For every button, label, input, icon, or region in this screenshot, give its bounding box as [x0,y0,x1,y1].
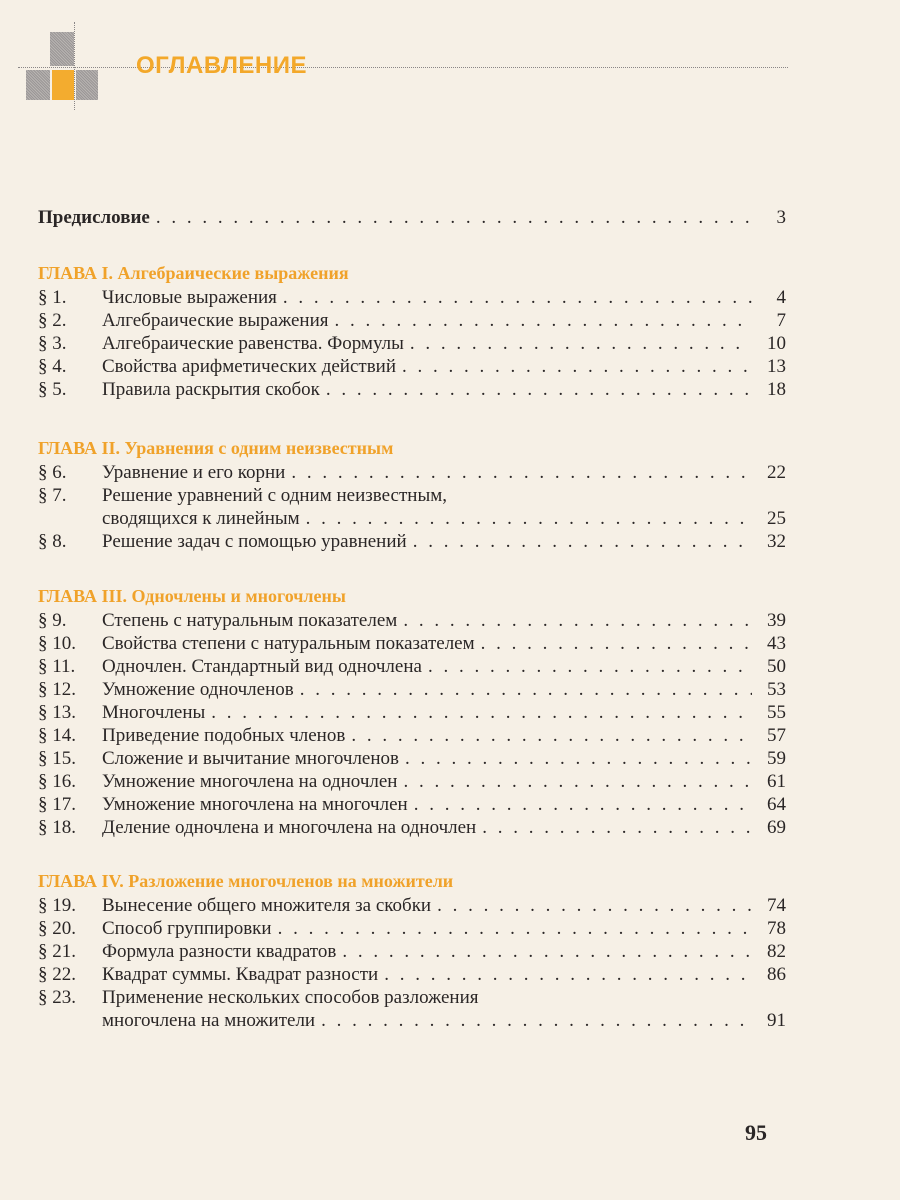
toc-entry-title-cont: сводящихся к линейным [102,508,300,529]
dot-leader [291,461,752,484]
dot-leader [481,632,752,655]
toc-entry-continuation[interactable] [38,1009,786,1032]
toc-entry-number: § 10. [38,633,76,654]
toc-chapter [38,435,786,553]
toc-entry-number: § 19. [38,895,76,916]
toc-entry-number: § 13. [38,702,76,723]
toc-entry[interactable] [38,655,786,678]
toc-entry[interactable] [38,309,786,332]
dot-leader [334,309,752,332]
toc-entry[interactable] [38,461,786,484]
header-decor-gray-square [50,32,74,66]
toc-entry-page: 64 [767,794,786,815]
header-decor-gray-square [76,70,98,100]
toc-entry-title: Правила раскрытия скобок [102,379,320,400]
toc-entry-page: 69 [767,817,786,838]
toc-entry-page: 13 [767,356,786,377]
toc-entry-title: Алгебраические выражения [102,310,329,331]
toc-entry-title: Способ группировки [102,918,272,939]
header-dotted-rule-vertical [74,22,75,110]
toc-entry-page: 61 [767,771,786,792]
toc-entry-number: § 12. [38,679,76,700]
toc-entry[interactable] [38,963,786,986]
toc-entry[interactable] [38,793,786,816]
dot-leader [482,816,752,839]
toc-entry-title: Одночлен. Стандартный вид одночлена [102,656,422,677]
toc-entry[interactable] [38,206,786,229]
toc-entry-title: Умножение одночленов [102,679,294,700]
toc-entry-page: 43 [767,633,786,654]
page-number: 95 [745,1120,767,1145]
dot-leader [410,332,752,355]
toc-entry-page: 55 [767,702,786,723]
toc-entry[interactable] [38,917,786,940]
dot-leader [156,206,752,229]
dot-leader [211,701,752,724]
toc-entry[interactable] [38,986,786,1009]
toc-entry[interactable] [38,894,786,917]
toc-entry[interactable] [38,355,786,378]
toc-entry[interactable] [38,701,786,724]
toc-entry-page: 10 [767,333,786,354]
toc-entry-title: Многочлены [102,702,206,723]
toc-entry-page: 53 [767,679,786,700]
toc-preface [38,206,786,229]
toc-chapter [38,260,786,401]
toc-entry-number: § 2. [38,310,67,331]
dot-leader [342,940,752,963]
toc-entry-title: Квадрат суммы. Квадрат разности [102,964,379,985]
toc-entry-page: 39 [767,610,786,631]
toc-entry-number: § 15. [38,748,76,769]
toc-chapter [38,868,786,1032]
toc-entry-title: Алгебраические равенства. Формулы [102,333,404,354]
toc-entry-number: § 16. [38,771,76,792]
toc-entry-title-cont: многочлена на множители [102,1010,316,1031]
toc-entry[interactable] [38,530,786,553]
dot-leader [437,894,752,917]
toc-entry-page: 4 [776,287,786,308]
toc-entry-page: 57 [767,725,786,746]
toc-entry[interactable] [38,940,786,963]
toc-entry-number: § 3. [38,333,67,354]
dot-leader [403,609,752,632]
header-decor-gray-square [26,70,50,100]
toc-entry[interactable] [38,332,786,355]
dot-leader [428,655,752,678]
toc-entry-page: 3 [776,207,786,228]
toc-entry[interactable] [38,747,786,770]
toc-entry-number: § 9. [38,610,67,631]
toc-entry[interactable] [38,286,786,309]
toc-chapter [38,583,786,839]
toc-entry-number: § 14. [38,725,76,746]
page-title: ОГЛАВЛЕНИЕ [136,52,308,79]
toc-entry-continuation[interactable] [38,507,786,530]
header-dotted-rule [18,67,788,68]
dot-leader [403,770,752,793]
toc-entry[interactable] [38,609,786,632]
toc-entry-page: 78 [767,918,786,939]
toc-entry-title: Предисловие [38,207,150,228]
toc-entry-number: § 21. [38,941,76,962]
toc-entry-title: Степень с натуральным показателем [102,610,398,631]
chapter-heading[interactable]: ГЛАВА I. Алгебраические выражения [38,263,349,283]
toc-entry-number: § 6. [38,462,67,483]
toc-entry-title: Умножение многочлена на многочлен [102,794,408,815]
toc-entry-title: Приведение подобных членов [102,725,346,746]
dot-leader [413,530,752,553]
dot-leader [326,378,752,401]
dot-leader [402,355,752,378]
toc-entry-title: Числовые выражения [102,287,277,308]
dot-leader [405,747,752,770]
toc-entry-page: 91 [767,1010,786,1031]
toc-entry-page: 7 [776,310,786,331]
toc-entry-page: 74 [767,895,786,916]
toc-entry-number: § 17. [38,794,76,815]
toc-entry-number: § 20. [38,918,76,939]
toc-entry-title: Сложение и вычитание многочленов [102,748,400,769]
toc-entry-page: 82 [767,941,786,962]
toc-entry-number: § 8. [38,531,67,552]
toc-entry-title: Формула разности квадратов [102,941,337,962]
toc-entry-number: § 11. [38,656,76,677]
toc-entry-title: Уравнение и его корни [102,462,286,483]
toc-entry-title: Умножение многочлена на одночлен [102,771,398,792]
dot-leader [300,678,752,701]
toc-entry-number: § 18. [38,817,76,838]
toc-entry-title: Деление одночлена и многочлена на одночлен [102,817,477,838]
toc-entry-title: Вынесение общего множителя за скобки [102,895,432,916]
toc-entry-number: § 5. [38,379,67,400]
chapter-heading[interactable]: ГЛАВА II. Уравнения с одним неизвестным [38,438,394,458]
toc-entry-page: 50 [767,656,786,677]
toc-entry-page: 22 [767,462,786,483]
toc-entry[interactable] [38,484,786,507]
toc-entry-page: 32 [767,531,786,552]
toc-entry-page: 18 [767,379,786,400]
chapter-heading[interactable]: ГЛАВА IV. Разложение многочленов на множители [38,871,454,891]
toc-entry[interactable] [38,770,786,793]
chapter-heading[interactable]: ГЛАВА III. Одночлены и многочлены [38,586,346,606]
toc-entry-title: Применение нескольких способов разложения [102,987,479,1008]
toc-entry[interactable] [38,632,786,655]
dot-leader [278,917,752,940]
dot-leader [283,286,752,309]
dot-leader [414,793,752,816]
toc-entry-number: § 22. [38,964,76,985]
toc-entry-page: 25 [767,508,786,529]
header-decor-orange-square [52,70,74,100]
toc-entry[interactable] [38,378,786,401]
toc-entry-title: Решение задач с помощью уравнений [102,531,407,552]
toc-entry-number: § 7. [38,485,67,506]
toc-entry-number: § 1. [38,287,67,308]
toc-entry[interactable] [38,724,786,747]
toc-entry[interactable] [38,678,786,701]
toc-entry[interactable] [38,816,786,839]
toc-entry-title: Свойства степени с натуральным показателем [102,633,475,654]
toc-entry-page: 59 [767,748,786,769]
dot-leader [384,963,752,986]
toc-entry-page: 86 [767,964,786,985]
dot-leader [321,1009,752,1032]
toc-entry-title: Решение уравнений с одним неизвестным, [102,485,447,506]
toc-entry-title: Свойства арифметических действий [102,356,397,377]
dot-leader [306,507,752,530]
toc-entry-number: § 23. [38,987,76,1008]
dot-leader [351,724,752,747]
toc-entry-number: § 4. [38,356,67,377]
